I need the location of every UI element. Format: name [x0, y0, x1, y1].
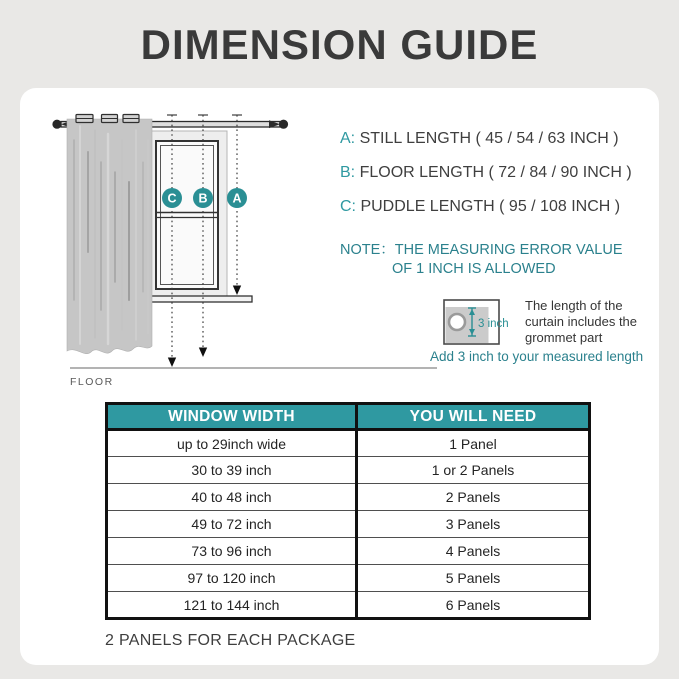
- note-line2: OF 1 INCH IS ALLOWED: [392, 261, 556, 277]
- still-length-text: STILL LENGTH ( 45 / 54 / 63 INCH ): [359, 130, 619, 147]
- table-row: [107, 592, 590, 619]
- floor-length-letter: B:: [340, 164, 356, 181]
- width-cell: 73 to 96 inch: [107, 538, 357, 565]
- width-cell: up to 29inch wide: [107, 430, 357, 457]
- note-label: NOTE：: [340, 242, 395, 258]
- package-note: 2 PANELS FOR EACH PACKAGE: [105, 632, 356, 649]
- puddle-length-text: PUDDLE LENGTH ( 95 / 108 INCH ): [360, 198, 621, 215]
- width-cell: 49 to 72 inch: [107, 511, 357, 538]
- panels-cell: 1 or 2 Panels: [357, 457, 590, 484]
- grommet-description: The length of the curtain includes the grommet part: [525, 298, 638, 345]
- floor-length-line: [340, 163, 640, 183]
- note-line1: THE MEASURING ERROR VALUE: [394, 242, 623, 258]
- marker-b: B: [198, 191, 208, 206]
- table-row: [107, 511, 590, 538]
- length-markers: [162, 188, 247, 208]
- panels-cell: 3 Panels: [357, 511, 590, 538]
- table-row: [107, 565, 590, 592]
- note-spacer: [340, 260, 392, 279]
- floor-label: FLOOR: [70, 376, 114, 388]
- panels-cell: 1 Panel: [357, 430, 590, 457]
- floor-length-text: FLOOR LENGTH ( 72 / 84 / 90 INCH ): [359, 164, 632, 181]
- page-title: DIMENSION GUIDE: [140, 21, 539, 68]
- still-length-letter: A:: [340, 130, 356, 147]
- table-row: [107, 484, 590, 511]
- table-header-row: [107, 404, 590, 430]
- panels-cell: 5 Panels: [357, 565, 590, 592]
- width-cell: 97 to 120 inch: [107, 565, 357, 592]
- length-legend: [340, 129, 640, 231]
- panels-cell: 2 Panels: [357, 484, 590, 511]
- table-row: [107, 430, 590, 457]
- puddle-length-letter: C:: [340, 198, 356, 215]
- width-cell: 40 to 48 inch: [107, 484, 357, 511]
- header-you-will-need: YOU WILL NEED: [357, 404, 590, 430]
- marker-a: A: [232, 191, 242, 206]
- width-cell: 121 to 144 inch: [107, 592, 357, 619]
- table-row: [107, 457, 590, 484]
- three-inch-label: 3 inch: [478, 318, 509, 330]
- panels-cell: 6 Panels: [357, 592, 590, 619]
- grommet-ring-icon: [449, 314, 465, 330]
- panels-cell: 4 Panels: [357, 538, 590, 565]
- measuring-note: [340, 241, 630, 279]
- panel-size-table: [105, 402, 591, 620]
- puddle-length-line: [340, 197, 640, 217]
- curtain-icon: [67, 115, 152, 354]
- still-length-line: [340, 129, 640, 149]
- header-window-width: WINDOW WIDTH: [107, 404, 357, 430]
- marker-c: C: [167, 191, 177, 206]
- table-row: [107, 538, 590, 565]
- width-cell: 30 to 39 inch: [107, 457, 357, 484]
- content-card: [20, 88, 659, 665]
- grommet-tip: Add 3 inch to your measured length: [430, 349, 644, 364]
